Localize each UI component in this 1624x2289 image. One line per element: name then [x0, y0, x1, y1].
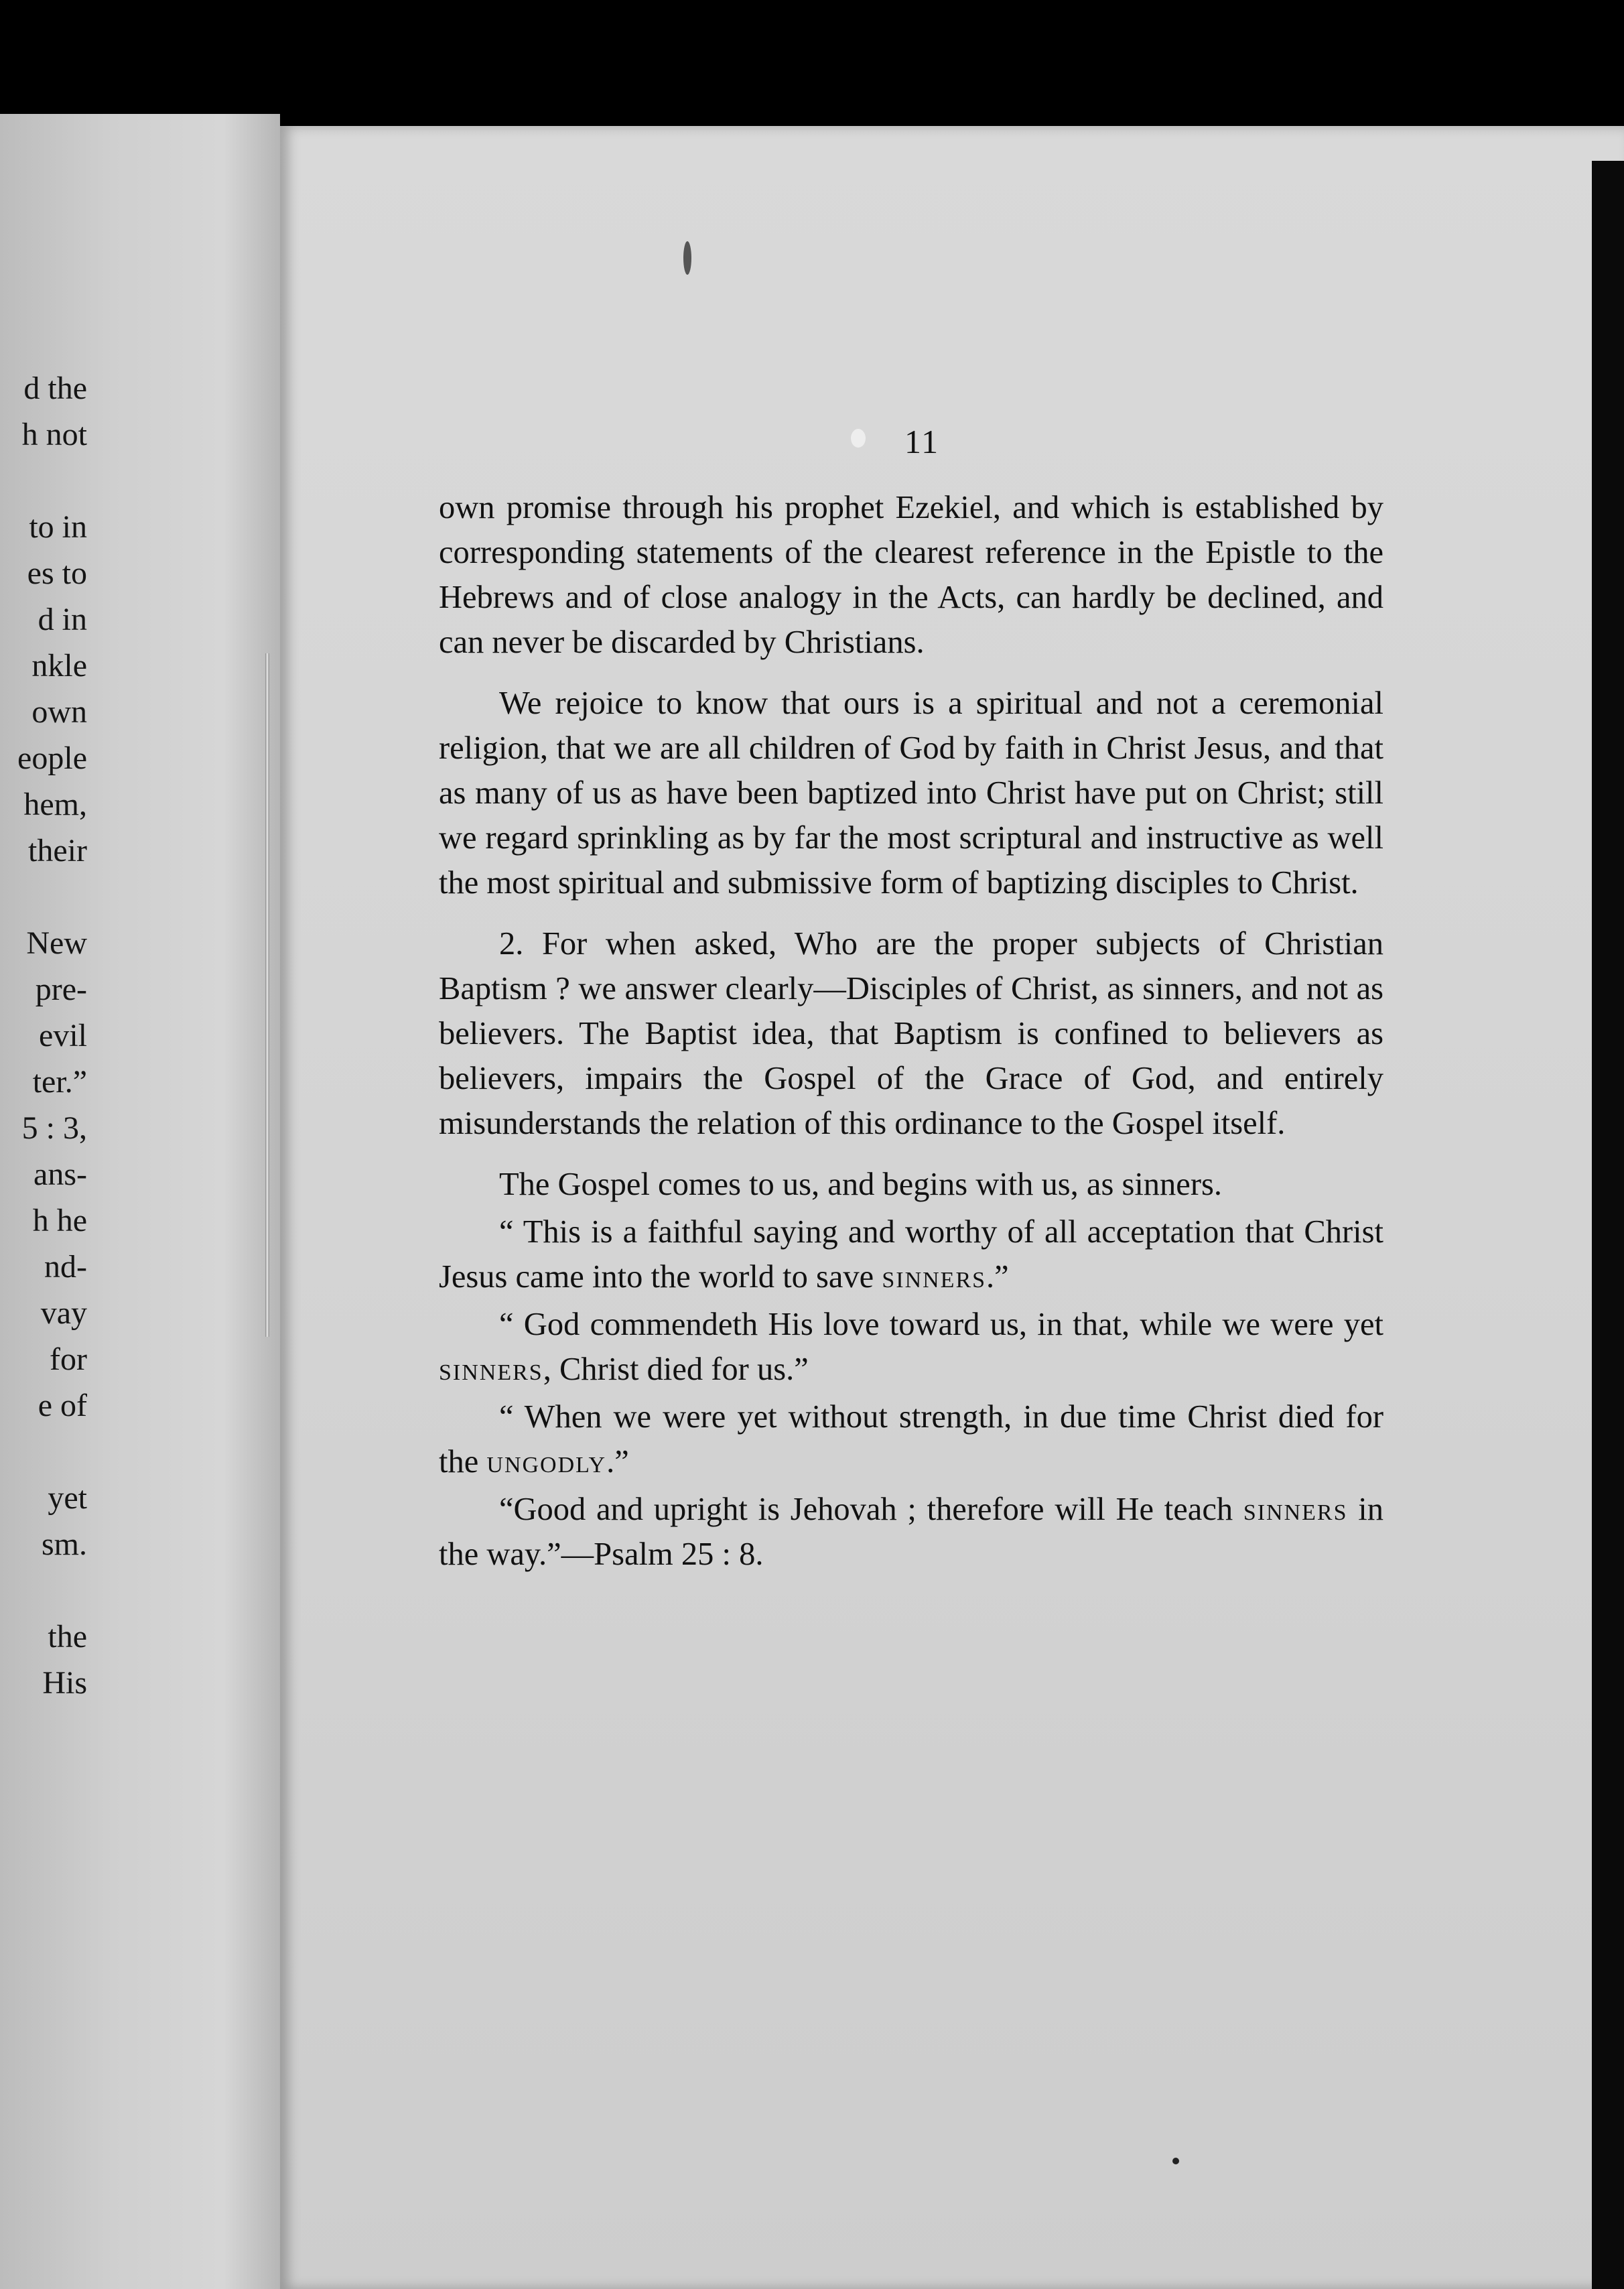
left-page-line: nd-	[44, 1249, 87, 1285]
left-page-line: h not	[21, 417, 87, 452]
left-page-line: yet	[48, 1480, 87, 1516]
left-page-line: evil	[39, 1018, 87, 1053]
left-page-line: sm.	[41, 1526, 87, 1562]
quote-without-strength: “ When we were yet without strength, in due time Christ died for the ungodly.”	[439, 1399, 1383, 1480]
left-page-text	[0, 365, 87, 1706]
left-page-line: vay	[40, 1295, 87, 1331]
left-page-line: d the	[23, 371, 87, 406]
left-page-line: e of	[38, 1388, 87, 1423]
left-page-line	[0, 1429, 87, 1475]
left-page-line: pre-	[35, 972, 87, 1007]
left-page-line: own	[31, 694, 87, 730]
left-page-line: 5 : 3,	[21, 1110, 87, 1146]
left-page-line: d in	[38, 602, 87, 637]
scan-border	[1592, 161, 1624, 2289]
page-number: 11	[904, 423, 940, 460]
binding-thread	[265, 653, 269, 1337]
left-page-line: the	[48, 1619, 87, 1654]
left-page-line: to in	[29, 509, 87, 545]
left-page-line: His	[42, 1665, 87, 1701]
left-page-line: eople	[17, 740, 87, 776]
left-page-line: hem,	[23, 787, 87, 822]
left-page-line	[0, 1567, 87, 1614]
left-page-line: h he	[32, 1203, 87, 1238]
quote-faithful-saying: “ This is a faithful saying and worthy of all acceptation that Christ Jesus came into the world to save sinners.”	[439, 1214, 1383, 1295]
paragraph-proper-subjects: 2. For when asked, Who are the proper subjects of Christian Baptism ? we answer clearly—Disciples of Christ, as sinners, and not as believers. The Baptist idea, that Baptism is confined to believers as believers, impairs the Gospel of the Grace of God, and entirely misunderstands the relation of this ordinance to the Gospel itself.	[439, 926, 1383, 1141]
left-page-line: es to	[27, 555, 87, 591]
quote-good-and-upright: “Good and upright is Jehovah ; therefore will He teach sinners in the way.”—Psalm 25 : 8.	[439, 1492, 1383, 1572]
left-page-line: for	[50, 1342, 87, 1377]
dust-speck	[851, 429, 866, 448]
paragraph-gospel-sinners: The Gospel comes to us, and begins with us, as sinners.	[499, 1167, 1222, 1202]
left-page-line: New	[26, 925, 87, 961]
left-page-line: nkle	[31, 648, 87, 683]
left-page-line: ans-	[33, 1157, 87, 1192]
quote-god-commendeth: “ God commendeth His love toward us, in that, while we were yet sinners, Christ died for us.”	[439, 1307, 1383, 1387]
left-page-line	[0, 874, 87, 920]
paragraph-spiritual-religion: We rejoice to know that ours is a spiritual and not a ceremonial religion, that we are all children of God by faith in Christ Jesus, and that as many of us as have been baptized into Christ have put on Christ; still we regard sprinkling as by far the most scriptural and instructive as well the most spiritual and submissive form of baptizing disciples to Christ.	[439, 685, 1383, 901]
page-body	[439, 485, 1383, 1579]
paragraph-continuation: own promise through his prophet Ezekiel, and which is established by corresponding statements of the clearest reference in the Epistle to the Hebrews and of close analogy in the Acts, can hardly be declined, and can never be discarded by Christians.	[439, 490, 1383, 660]
left-page-line: their	[28, 833, 87, 868]
dust-speck	[683, 241, 691, 275]
dust-speck	[1172, 2158, 1179, 2164]
left-page-line: ter.”	[32, 1064, 87, 1100]
left-page-line	[0, 458, 87, 504]
